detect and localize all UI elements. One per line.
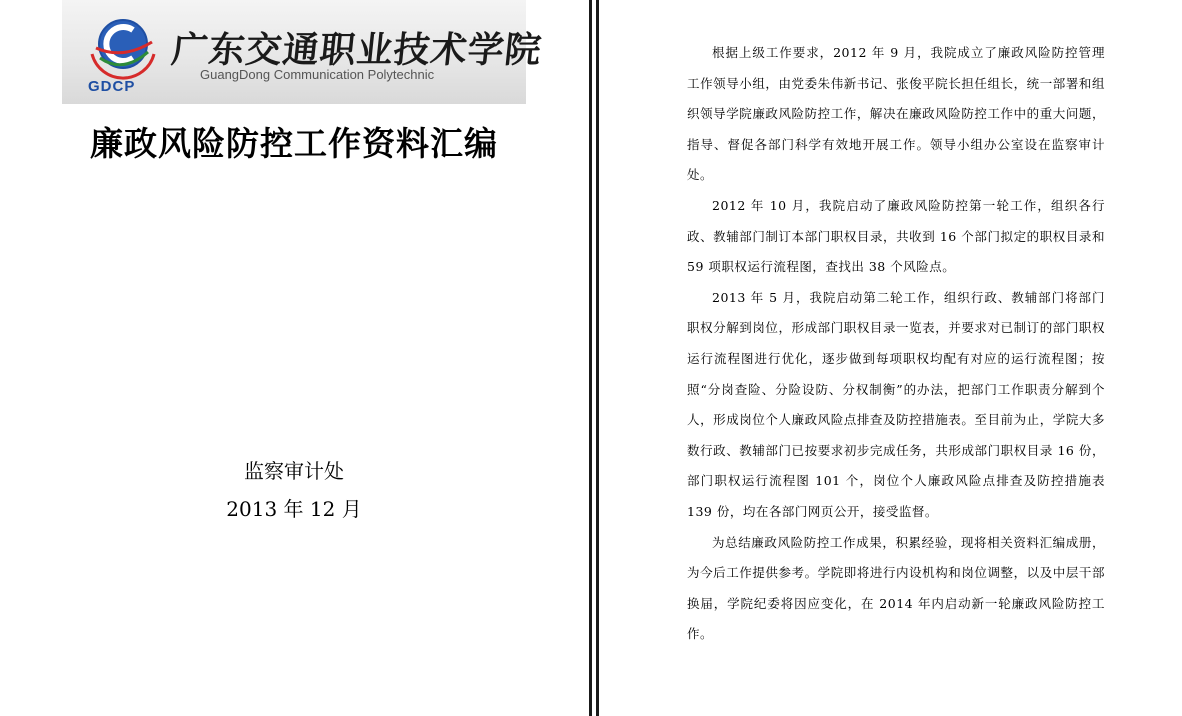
issue-date: 2013 年 12 月 <box>226 497 362 521</box>
body-text <box>687 38 1105 650</box>
cover-page <box>0 0 588 716</box>
issuing-department: 监察审计处 <box>244 459 344 483</box>
school-name-en: GuangDong Communication Polytechnic <box>200 67 435 82</box>
paragraph-4: 为总结廉政风险防控工作成果，积累经验，现将相关资料汇编成册，为今后工作提供参考。学院即将进行内设机构和岗位调整，以及中层干部换届，学院纪委将因应变化，在 2014 年内启动新一轮廉政风险防控工作。 <box>687 534 1105 642</box>
content-page <box>600 0 1182 716</box>
page-divider <box>588 0 600 716</box>
paragraph-1: 根据上级工作要求，2012 年 9 月，我院成立了廉政风险防控管理工作领导小组，由党委朱伟新书记、张俊平院长担任组长，统一部署和组织领导学院廉政风险防控工作，解决在廉政风险防控工作中的重大问题，指导、督促各部门科学有效地开展工作。领导小组办公室设在监察审计处。 <box>687 45 1105 183</box>
divider-line-right <box>596 0 599 716</box>
logo-abbreviation: GDCP <box>88 78 136 95</box>
divider-line-left <box>589 0 592 716</box>
school-name-cn: 广东交通职业技术学院 <box>169 29 544 71</box>
paragraph-3: 2013 年 5 月，我院启动第二轮工作，组织行政、教辅部门将部门职权分解到岗位，形成部门职权目录一览表，并要求对已制订的部门职权运行流程图进行优化，逐步做到每项职权均配有对应的运行流程图；按照“分岗查险、分险设防、分权制衡”的办法，把部门工作职责分解到个人，形成岗位个人廉政风险点排查及防控措施表。至目前为止，学院大多数行政、教辅部门已按要求初步完成任务，共形成部门职权目录 16 份，部门职权运行流程图 101 个，岗位个人廉政风险点排查及防控措施表 139 份，均在各部门网页公开，接受监督。 <box>687 289 1105 519</box>
document-title: 廉政风险防控工作资料汇编 <box>90 124 498 163</box>
paragraph-2: 2012 年 10 月，我院启动了廉政风险防控第一轮工作，组织各行政、教辅部门制订本部门职权目录，共收到 16 个部门拟定的职权目录和 59 项职权运行流程图，查找出 38 个风险点。 <box>687 197 1105 275</box>
